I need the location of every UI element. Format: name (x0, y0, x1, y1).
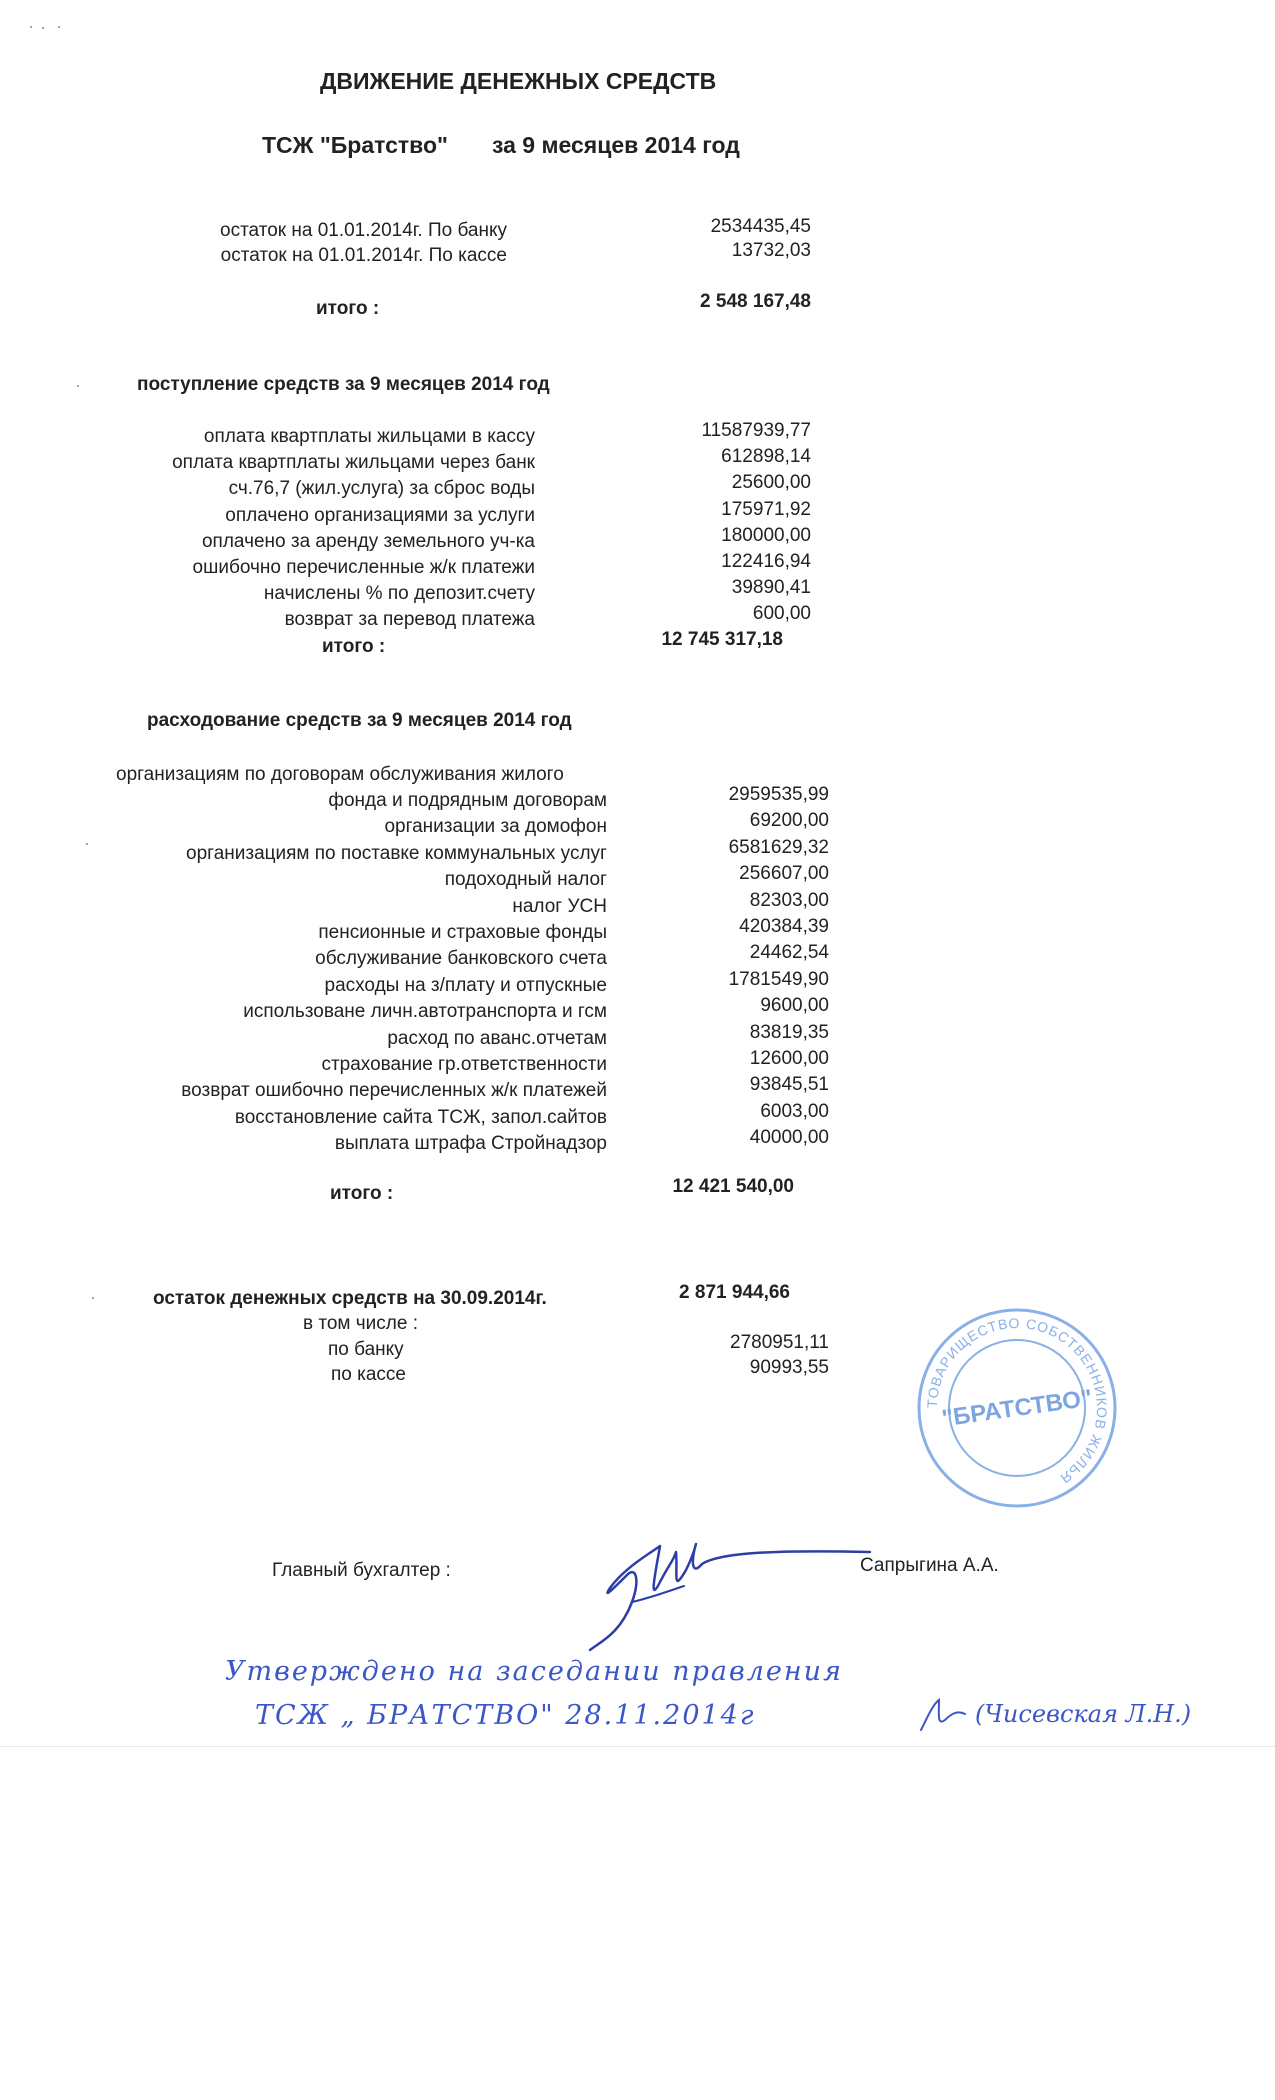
income-row-label: оплачено организациями за услуги (225, 504, 535, 526)
expenses-heading: расходование средств за 9 месяцев 2014 год (147, 710, 572, 731)
chief-accountant-name: Сапрыгина А.А. (860, 1555, 999, 1576)
expense-row-value: 69200,00 (749, 810, 829, 832)
expense-row-value: 24462,54 (749, 942, 829, 964)
opening-total-label: итого : (316, 298, 380, 319)
closing-bank-label: по банку (328, 1339, 404, 1360)
expense-row-value: 9600,00 (760, 995, 829, 1017)
expense-row-value: 6581629,32 (728, 836, 829, 858)
scan-speck (58, 26, 60, 28)
scan-speck (86, 843, 88, 845)
expense-row-label: страхование гр.ответственности (321, 1054, 607, 1075)
closing-bank-value: 2780951,11 (730, 1332, 829, 1353)
income-total-label: итого : (322, 636, 386, 657)
handwritten-signature (540, 1522, 880, 1662)
expense-row-value: 2959535,99 (728, 784, 829, 805)
income-row-label: возврат за перевод платежа (284, 609, 535, 631)
income-row-value: 122416,94 (721, 551, 811, 572)
closing-label: остаток денежных средств на 30.09.2014г. (153, 1288, 547, 1309)
income-row-label: оплачено за аренду земельного уч-ка (201, 530, 535, 552)
scan-speck (77, 385, 79, 387)
scan-edge (0, 1746, 1275, 1747)
expense-row-label: организациям по поставке коммунальных услуг (186, 842, 607, 864)
scan-speck (92, 1297, 94, 1299)
income-row-label: сч.76,7 (жил.услуга) за сброс воды (228, 478, 535, 500)
expense-row-value: 40000,00 (749, 1127, 829, 1149)
opening-total-value: 2 548 167,48 (700, 291, 811, 312)
income-row-label: ошибочно перечисленные ж/к платежи (192, 557, 535, 578)
expense-row-label: фонда и подрядным договорам (328, 790, 607, 811)
income-row-value: 25600,00 (731, 472, 811, 494)
closing-cash-value: 90993,55 (749, 1357, 829, 1378)
expense-row-label: организации за домофон (384, 816, 607, 838)
expense-row-value: 93845,51 (749, 1074, 829, 1096)
scan-speck (30, 26, 32, 28)
report-period: за 9 месяцев 2014 год (492, 132, 740, 158)
expense-row-label: пенсионные и страховые фонды (318, 922, 607, 943)
approval-initials-signature (915, 1692, 975, 1738)
expense-row-value: 420384,39 (739, 916, 829, 937)
expense-row-value: 12600,00 (749, 1048, 829, 1069)
organization-name: ТСЖ "Братство" (262, 132, 448, 158)
expense-row-label: восстановление сайта ТСЖ, запол.сайтов (234, 1106, 607, 1128)
opening-cash-value: 13732,03 (731, 240, 811, 261)
expense-row-value: 1781549,90 (728, 968, 829, 990)
expenses-total-value: 12 421 540,00 (672, 1176, 794, 1197)
income-total-value: 12 745 317,18 (661, 629, 783, 650)
expenses-total-label: итого : (330, 1183, 394, 1204)
expense-row-value: 83819,35 (749, 1021, 829, 1043)
chief-accountant-label: Главный бухгалтер : (272, 1560, 451, 1581)
expense-row-label: расход по аванс.отчетам (387, 1027, 607, 1049)
closing-including-label: в том числе : (303, 1313, 418, 1334)
income-row-value: 39890,41 (731, 577, 811, 599)
expense-row-label: налог УСН (512, 895, 607, 917)
income-row-value: 175971,92 (721, 498, 811, 520)
expense-row-label: возврат ошибочно перечисленных ж/к платежей (181, 1080, 607, 1102)
income-row-value: 180000,00 (721, 524, 811, 546)
stamp-ring-text: ТОВАРИЩЕСТВО СОБСТВЕННИКОВ ЖИЛЬЯ (923, 1314, 1111, 1488)
expenses-first-label-line: организациям по договорам обслуживания жилого (116, 764, 564, 785)
expense-row-label: расходы на з/плату и отпускные (324, 974, 607, 996)
income-heading: поступление средств за 9 месяцев 2014 год (137, 374, 550, 395)
approval-note-line3: (Чисевская Л.Н.) (975, 1700, 1192, 1728)
income-row-label: оплата квартплаты жильцами в кассу (203, 426, 535, 447)
expense-row-value: 82303,00 (749, 889, 829, 911)
opening-bank-value: 2534435,45 (710, 216, 811, 237)
income-row-label: оплата квартплаты жильцами через банк (172, 452, 535, 474)
opening-bank-label: остаток на 01.01.2014г. По банку (220, 220, 507, 241)
income-row-value: 11587939,77 (701, 420, 811, 441)
approval-note-line1: Утверждено на заседании правления (225, 1656, 843, 1687)
income-row-label: начислены % по депозит.счету (263, 583, 535, 605)
expense-row-label: использоване личн.автотранспорта и гсм (243, 1001, 607, 1023)
expense-row-label: обслуживание банковского счета (315, 948, 607, 970)
opening-cash-label: остаток на 01.01.2014г. По кассе (220, 245, 507, 266)
closing-value: 2 871 944,66 (679, 1282, 790, 1303)
expense-row-value: 6003,00 (760, 1100, 829, 1122)
income-row-value: 600,00 (752, 603, 811, 625)
approval-note-line2: ТСЖ „ БРАТСТВО" 28.11.2014г (255, 1700, 756, 1731)
closing-cash-label: по кассе (331, 1364, 406, 1385)
expense-row-value: 256607,00 (739, 863, 829, 885)
document-title: ДВИЖЕНИЕ ДЕНЕЖНЫХ СРЕДСТВ (320, 68, 717, 94)
stamp-center-text: "БРАТСТВО" (940, 1384, 1094, 1433)
income-row-value: 612898,14 (721, 446, 811, 468)
expense-row-label: выплата штрафа Стройнадзор (334, 1133, 607, 1155)
organization-stamp (912, 1303, 1122, 1513)
scan-speck (42, 27, 44, 29)
expense-row-label: подоходный налог (444, 869, 607, 891)
